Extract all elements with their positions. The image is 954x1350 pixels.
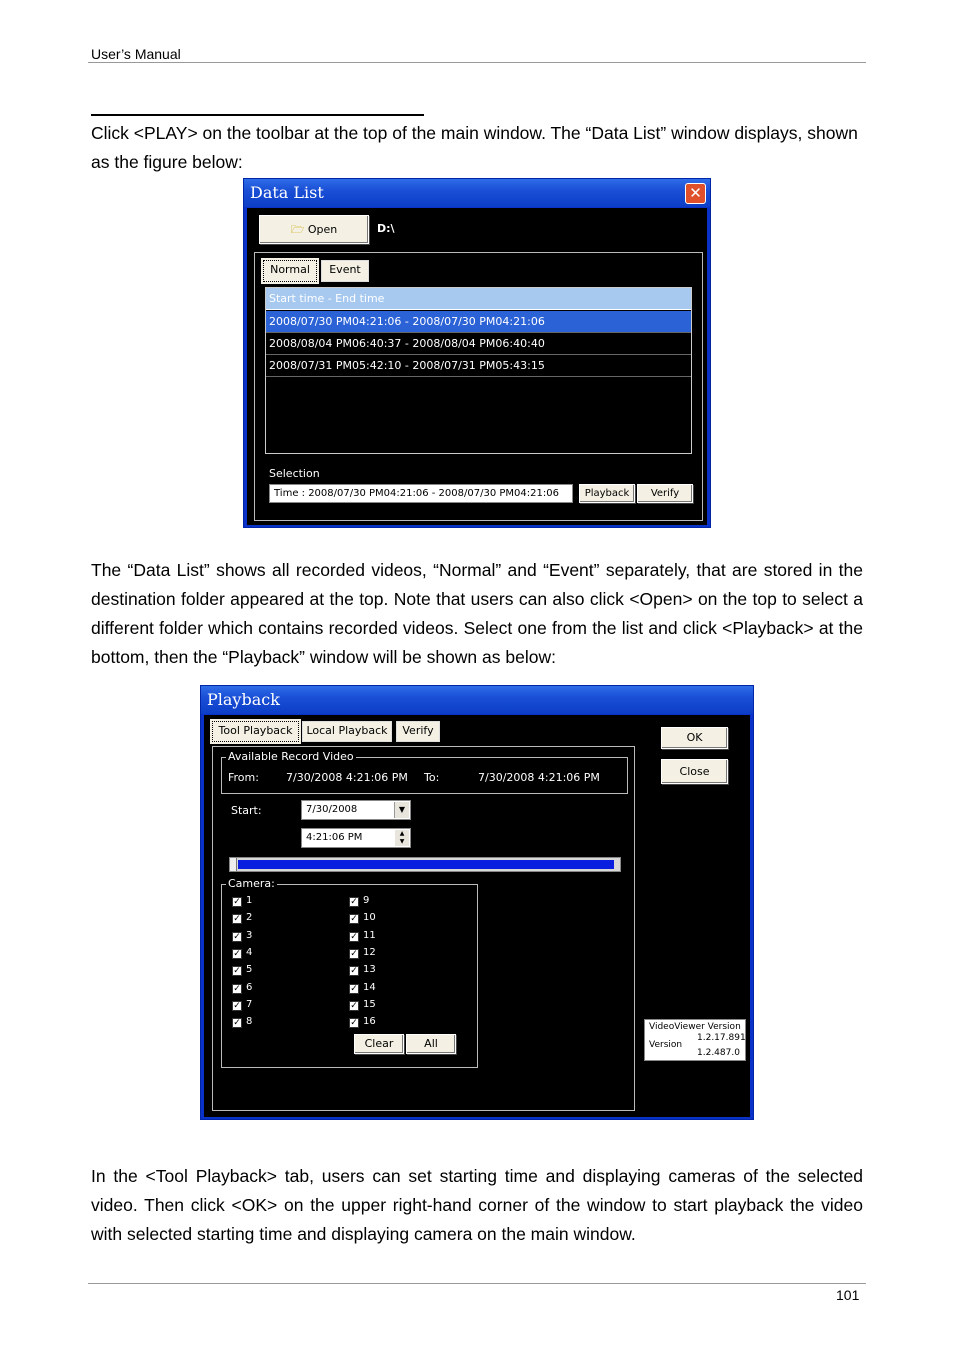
camera-checkbox[interactable]: ✓: [233, 914, 241, 925]
tab-tool-playback[interactable]: [212, 721, 299, 742]
start-date-value: 7/30/2008: [306, 804, 358, 815]
data-list-titlebar: [244, 179, 710, 207]
section-rule: [91, 114, 424, 116]
verify-button[interactable]: Verify: [637, 484, 693, 503]
data-list-window: [243, 178, 711, 528]
camera-checkbox[interactable]: ✓: [350, 1000, 358, 1011]
open-label: Open: [307, 223, 338, 236]
close-button[interactable]: Close: [661, 759, 728, 784]
tab-local-playback[interactable]: [302, 721, 392, 742]
camera-checkbox-label: 13: [363, 964, 376, 976]
camera-checkbox-label: 3: [246, 929, 253, 941]
slider-track-fill: [238, 860, 614, 869]
folder-icon: 🗁: [290, 223, 305, 236]
camera-checkbox[interactable]: ✓: [233, 897, 241, 907]
all-button[interactable]: All: [406, 1034, 456, 1054]
spin-up-icon[interactable]: ▲: [395, 830, 409, 838]
list-panel: [254, 252, 703, 521]
viewer-version-value: 1.2.17.891: [697, 1033, 746, 1043]
camera-checkbox[interactable]: ✓: [350, 966, 358, 977]
camera-checkbox[interactable]: ✓: [350, 983, 358, 994]
ok-button[interactable]: OK: [661, 727, 728, 749]
tool-playback-panel: [212, 746, 635, 1111]
tab-normal[interactable]: [263, 260, 317, 282]
playback-window: [200, 685, 754, 1120]
record-list: [265, 287, 692, 454]
list-header: Start time - End time: [266, 288, 691, 310]
camera-checkbox[interactable]: ✓: [233, 948, 241, 959]
camera-checkbox[interactable]: ✓: [350, 914, 358, 925]
list-item[interactable]: 2008/07/31 PM05:42:10 - 2008/07/31 PM05:43:15: [266, 355, 691, 377]
version-value: 1.2.487.0: [697, 1048, 740, 1058]
camera-checkbox-label: 16: [363, 1016, 376, 1028]
data-list-description: The “Data List” shows all recorded videos, “Normal” and “Event” separately, that are stored in the destination folder appeared at the top. Note that users can also click <Open> on the top to select a different folder which contains recorded videos. Select one from the list and click <Playback> at the bottom, then the “Playback” window will be shown as below:: [91, 560, 863, 667]
from-value: 7/30/2008 4:21:06 PM: [286, 771, 408, 784]
from-label: From:: [228, 771, 259, 784]
version-box: [644, 1019, 746, 1061]
camera-checkbox[interactable]: ✓: [350, 948, 358, 959]
tab-event-label: Event: [329, 263, 361, 276]
camera-checkbox-label: 6: [246, 981, 253, 993]
camera-group-title: Camera:: [228, 877, 275, 890]
chevron-down-icon[interactable]: ▼: [394, 802, 409, 818]
tab-verify-label: Verify: [402, 724, 434, 737]
start-date-picker[interactable]: [301, 800, 411, 820]
version-title: VideoViewer Version: [649, 1022, 741, 1032]
list-item[interactable]: 2008/08/04 PM06:40:37 - 2008/08/04 PM06:40:40: [266, 333, 691, 355]
playback-button[interactable]: Playback: [579, 484, 635, 503]
available-record-group: [221, 750, 628, 794]
tab-verify[interactable]: [396, 721, 440, 742]
start-label: Start:: [231, 804, 262, 817]
camera-checkbox-label: 10: [363, 912, 376, 924]
folder-path: D:\: [377, 222, 395, 235]
tool-playback-description: In the <Tool Playback> tab, users can set starting time and displaying cameras of the selected video. Then click <OK> on the upper right-hand corner of the window to start playback the video with selected starting time and displaying camera on the main window.: [91, 1166, 863, 1244]
tab-normal-label: Normal: [270, 263, 310, 276]
tab-tool-playback-label: Tool Playback: [218, 724, 293, 737]
spin-down-icon[interactable]: ▼: [395, 838, 409, 846]
camera-checkbox[interactable]: ✓: [233, 1018, 241, 1029]
camera-checkbox-label: 5: [246, 964, 253, 976]
running-header: User’s Manual: [91, 46, 181, 62]
camera-checkbox-label: 12: [363, 946, 376, 958]
camera-checkbox-label: 11: [363, 929, 376, 941]
camera-checkbox-label: 14: [363, 981, 376, 993]
camera-checkbox-label: 9: [363, 895, 370, 906]
clear-button[interactable]: Clear: [354, 1034, 404, 1054]
playback-titlebar: [201, 686, 753, 714]
camera-checkbox[interactable]: ✓: [233, 1000, 241, 1011]
camera-checkbox-label: 4: [246, 946, 253, 958]
time-slider[interactable]: [229, 857, 621, 872]
selection-field[interactable]: Time : 2008/07/30 PM04:21:06 - 2008/07/30 PM04:21:06: [269, 484, 573, 503]
camera-checkbox-label: 7: [246, 998, 253, 1010]
camera-checkbox-label: 1: [246, 895, 253, 906]
camera-checkbox-label: 2: [246, 912, 253, 924]
selection-label: Selection: [269, 467, 320, 480]
version-label: Version: [649, 1040, 683, 1050]
available-record-title: Available Record Video: [228, 750, 354, 763]
camera-checkbox[interactable]: ✓: [233, 966, 241, 977]
camera-checkbox[interactable]: ✓: [350, 931, 358, 942]
list-item[interactable]: 2008/07/30 PM04:21:06 - 2008/07/30 PM04:21:06: [266, 311, 691, 333]
camera-checkbox-label: 15: [363, 998, 376, 1010]
start-time-stepper[interactable]: [301, 828, 411, 848]
camera-checkbox[interactable]: ✓: [233, 983, 241, 994]
header-divider: [88, 62, 866, 63]
intro-paragraph: Click <PLAY> on the toolbar at the top of the main window. The “Data List” window displays, shown as the figure below:: [91, 123, 858, 172]
open-button[interactable]: [259, 215, 369, 244]
start-time-value: 4:21:06 PM: [306, 832, 363, 843]
tab-local-playback-label: Local Playback: [306, 724, 388, 737]
data-list-client: [247, 208, 707, 525]
close-window-button[interactable]: [685, 183, 706, 204]
window-title: Data List: [250, 183, 324, 202]
slider-thumb[interactable]: [230, 858, 237, 871]
to-value: 7/30/2008 4:21:06 PM: [478, 771, 600, 784]
camera-checkbox[interactable]: ✓: [350, 1018, 358, 1029]
to-label: To:: [424, 771, 440, 784]
tab-event[interactable]: [321, 260, 369, 282]
camera-group: [221, 877, 478, 1068]
camera-checkbox[interactable]: ✓: [233, 931, 241, 942]
playback-client: [204, 715, 750, 1117]
close-icon: ✕: [689, 184, 702, 202]
page-number: 101: [836, 1287, 860, 1303]
camera-checkbox-label: 8: [246, 1016, 253, 1028]
window-title: Playback: [207, 690, 280, 709]
camera-checkbox[interactable]: ✓: [350, 897, 358, 907]
footer-divider: [88, 1283, 866, 1284]
